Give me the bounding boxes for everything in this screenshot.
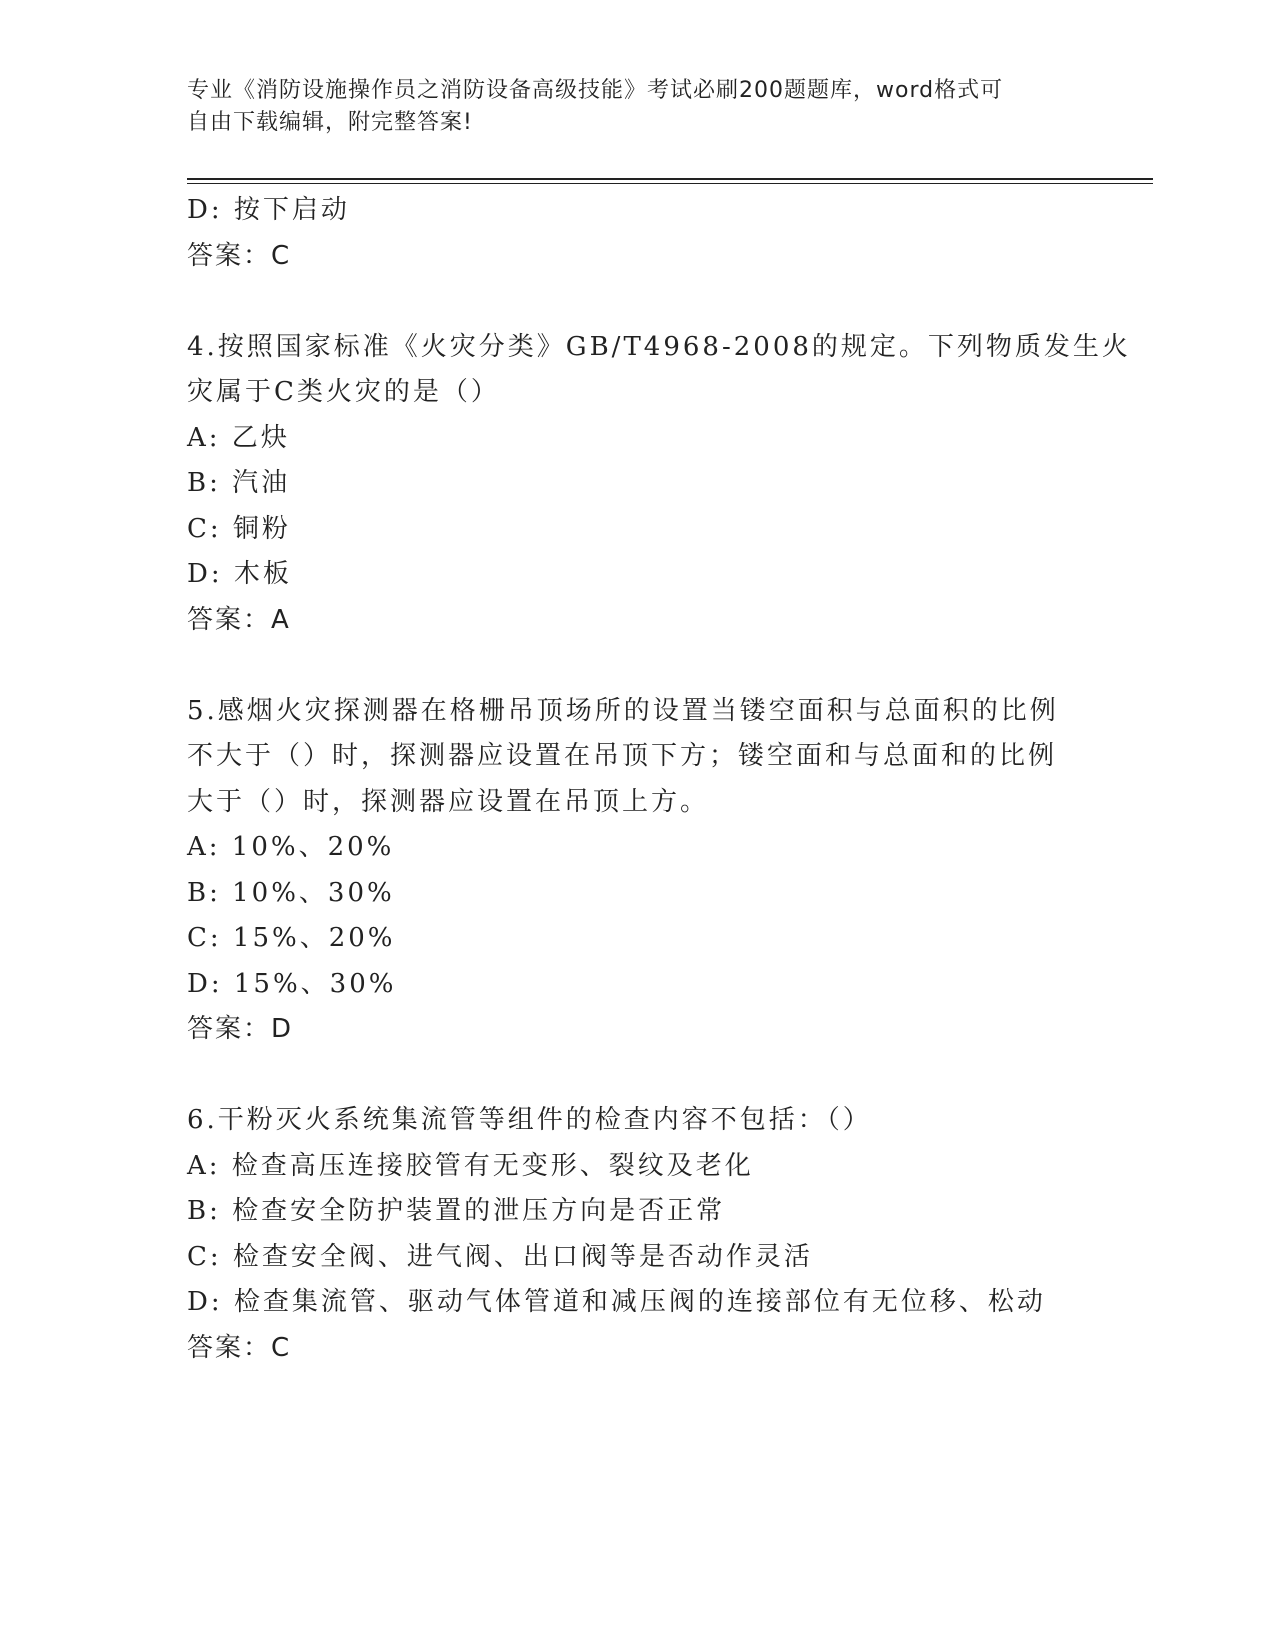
question-6-option-d: D: 检查集流管、驱动气体管道和减压阀的连接部位有无位移、松动 (187, 1287, 1046, 1317)
header-line-1: 专业《消防设施操作员之消防设备高级技能》考试必刷200题题库，word格式可 (187, 78, 1004, 103)
question-5-answer: 答案：D (187, 1014, 294, 1044)
question-5-option-c: C: 15%、20% (187, 923, 396, 953)
question-4-text-line-1: 4.按照国家标准《火灾分类》GB/T4968-2008的规定。下列物质发生火 (187, 331, 1131, 362)
spacer (187, 279, 1087, 325)
question-4-option-c: C: 铜粉 (187, 513, 291, 544)
question-4-option-a: A: 乙炔 (187, 422, 290, 453)
question-5-text-line-1: 5.感烟火灾探测器在格栅吊顶场所的设置当镂空面积与总面积的比例 (187, 695, 1059, 726)
question-6-option-b: B: 检查安全防护装置的泄压方向是否正常 (187, 1196, 726, 1226)
question-6 (187, 1098, 1087, 1371)
question-6-answer: 答案：C (187, 1332, 292, 1363)
question-6-text-line-1: 6.干粉灭火系统集流管等组件的检查内容不包括：（） (187, 1105, 872, 1135)
question-4-option-d: D: 木板 (187, 559, 292, 589)
header-rule-thin (187, 183, 1153, 184)
question-6-option-a: A: 检查高压连接胶管有无变形、裂纹及老化 (187, 1150, 754, 1181)
document-body (187, 188, 1131, 1371)
question-5 (187, 689, 1087, 1053)
question-5-option-a: A: 10%、20% (187, 832, 395, 862)
question-5-option-b: B: 10%、30% (187, 877, 395, 908)
spacer (187, 1053, 1087, 1099)
question-4 (187, 325, 1131, 644)
question-4-answer: 答案：A (187, 604, 291, 635)
question-5-text-line-3: 大于（）时，探测器应设置在吊顶上方。 (187, 786, 710, 817)
question-6-option-c: C: 检查安全阀、进气阀、出口阀等是否动作灵活 (187, 1241, 813, 1272)
header-rule-thick (187, 178, 1153, 180)
header-line-2: 自由下载编辑，附完整答案! (187, 110, 473, 135)
option-d-previous: D: 按下启动 (187, 195, 350, 225)
question-4-text-line-2: 灾属于C类火灾的是（） (187, 377, 500, 407)
question-4-option-b: B: 汽油 (187, 468, 291, 498)
spacer (187, 643, 1087, 689)
question-5-option-d: D: 15%、30% (187, 968, 397, 999)
document-header (187, 75, 1067, 139)
question-5-text-line-2: 不大于（）时，探测器应设置在吊顶下方；镂空面和与总面和的比例 (187, 741, 1058, 771)
answer-previous: 答案：C (187, 240, 292, 271)
